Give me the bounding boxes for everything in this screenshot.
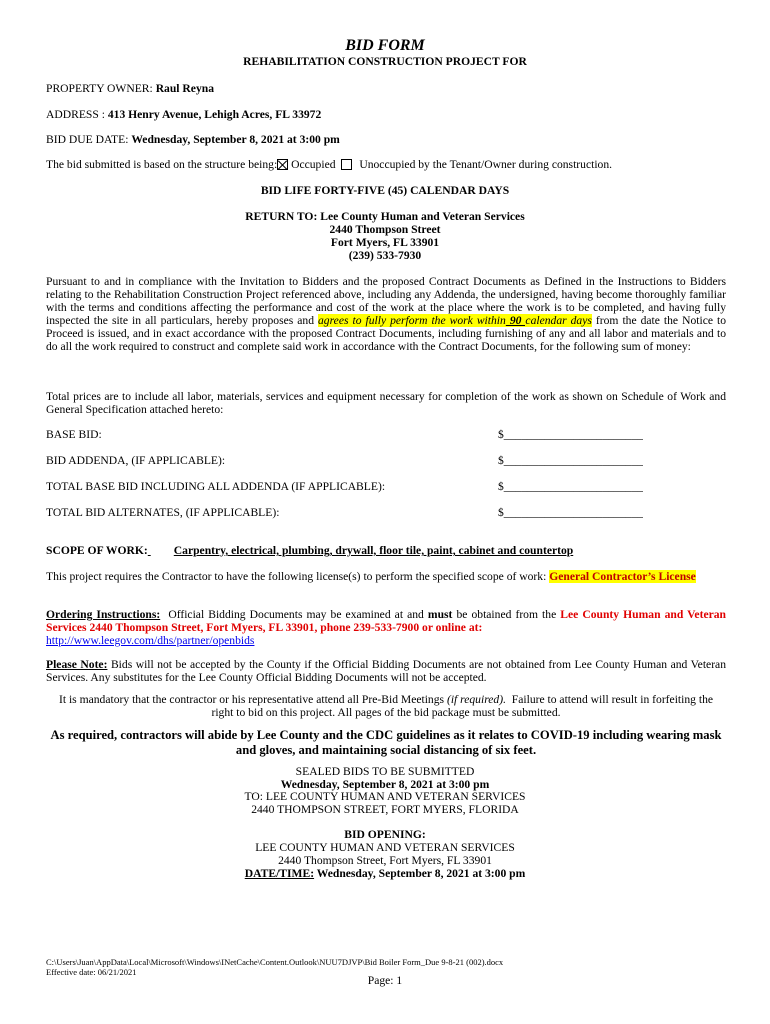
sealed-bids-address: 2440 THOMPSON STREET, FORT MYERS, FLORIDA [251,802,519,816]
address-line [46,108,321,121]
bid-row-alternates [46,506,726,519]
bid-due-date-label: BID DUE DATE: [46,133,129,146]
bid-amount-field[interactable]: $________________________ [498,480,643,493]
please-note-paragraph [46,658,726,684]
pursuant-text-2: from the date the Notice to Proceed is issued, and in exact accordance with the proposed Contract Documents, including furnishing of any and all labor and materials and to do all the work required to construct and complete said work in accordance with the Contract Documents, for the following sum of money: [46,314,727,353]
bid-opening-org: LEE COUNTY HUMAN AND VETERAN SERVICES [255,841,515,854]
bid-opening-heading: BID OPENING: [344,828,426,841]
ordering-must: must [427,608,453,621]
property-owner-value: Raul Reyna [155,82,214,95]
unoccupied-label: Unoccupied by the Tenant/Owner during construction. [359,158,613,171]
covid-notice: As required, contractors will abide by Lee County and the CDC guidelines as it relates to COVID-19 including wearing mask and gloves, and maintaining social distancing of six feet. [50,728,722,757]
mandatory-text-1: It is mandatory that the contractor or his representative attend all Pre-Bid Meetings [58,693,445,706]
property-owner-line [46,82,214,95]
bid-row-label: BASE BID: [46,428,102,441]
bid-row-total-base [46,480,726,493]
open-bids-link[interactable]: http://www.leegov.com/dhs/partner/openbids [46,634,255,647]
address-label: ADDRESS : [46,108,105,121]
occupied-checkbox[interactable] [277,159,288,170]
pursuant-highlight-a: agrees to fully perform the work within [318,314,506,327]
return-to-city: Fort Myers, FL 33901 [330,236,440,249]
document-title: BID FORM [345,37,425,54]
address-value: 413 Henry Avenue, Lehigh Acres, FL 33972 [107,108,322,121]
footer-effective-date: Effective date: 06/21/2021 [46,967,137,977]
pursuant-text-1: Pursuant to and in compliance with the Invitation to Bidders and the proposed Contract Documents as Defined in the Instructions to Bidders relating to the Rehabilitation Construction Project referenced above, including any Addenda, the undersigned, having become thoroughly familiar with the terms and conditions affecting the performance and cost of the work at the place where the work is to be completed, and having fully inspected the site in all particulars, hereby proposes and [46,275,726,327]
please-note-label: Please Note: [46,658,108,671]
occupied-label: Occupied [291,158,336,171]
bid-row-label: TOTAL BID ALTERNATES, (IF APPLICABLE): [46,506,280,519]
ordering-red-text: Lee County Human and Veteran Services 2440 Thompson Street, Fort Myers, FL 33901, phone 239-533-7900 or online at: [46,608,726,634]
bid-row-label: TOTAL BASE BID INCLUDING ALL ADDENDA (IF APPLICABLE): [46,480,386,493]
bid-row-addenda [46,454,726,467]
mandatory-italic: (if required). [446,693,506,706]
bid-opening-datetime [0,867,770,880]
ordering-label: Ordering Instructions: [46,608,161,621]
bid-row-label: BID ADDENDA, (IF APPLICABLE): [46,454,226,467]
bid-amount-field[interactable]: $________________________ [498,428,643,441]
page-number: Page: 1 [367,974,403,987]
document-subtitle: REHABILITATION CONSTRUCTION PROJECT FOR [243,55,527,68]
return-to-street: 2440 Thompson Street [329,223,441,236]
return-to-block [0,210,770,262]
ordering-paragraph [46,608,726,647]
total-prices-paragraph: Total prices are to include all labor, materials, services and equipment necessary for completion of the work as shown on Schedule of Work and General Specification attached hereto: [46,390,726,416]
structure-line [46,158,612,171]
structure-prefix: The bid submitted is based on the structure being: [46,158,278,171]
unoccupied-checkbox[interactable] [341,159,352,170]
bid-opening-address: 2440 Thompson Street, Fort Myers, FL 33901 [278,854,492,867]
bid-amount-field[interactable]: $________________________ [498,454,643,467]
return-to-line: RETURN TO: Lee County Human and Veteran Services [245,210,525,223]
pursuant-days: 90 [505,314,526,327]
pursuant-paragraph [46,275,726,353]
scope-of-work-line [46,544,573,557]
please-note-text: Bids will not be accepted by the County if the Official Bidding Documents are not obtained from Lee County Human and Veteran Services. Any substitutes for the Lee County Official Bidding Documents will not be accepted. [46,658,727,684]
bid-due-date-line [46,133,340,146]
bid-opening-datetime-value: Wednesday, September 8, 2021 at 3:00 pm [316,867,526,880]
bid-row-base [46,428,726,441]
mandatory-text-2: Failure to attend will result in forfeiting the right to bid on this project. All pages of the bid package must be submitted. [211,693,714,719]
license-highlight: General Contractor’s License [549,570,696,583]
ordering-text-2: be obtained from the [456,608,557,621]
pursuant-highlight-b: calendar days [525,314,592,327]
property-owner-label: PROPERTY OWNER: [46,82,153,95]
bid-opening-block [0,828,770,880]
bid-amount-field[interactable]: $________________________ [498,506,643,519]
scope-of-work-value: Carpentry, electrical, plumbing, drywall, floor tile, paint, cabinet and countertop [173,544,574,557]
sealed-bids-date: Wednesday, September 8, 2021 at 3:00 pm [280,777,490,791]
scope-of-work-label: SCOPE OF WORK: [46,544,148,557]
license-paragraph [46,570,726,583]
sealed-bids-to: TO: LEE COUNTY HUMAN AND VETERAN SERVICES [244,790,526,804]
sealed-bids-heading: SEALED BIDS TO BE SUBMITTED [295,765,475,778]
bid-life-heading: BID LIFE FORTY-FIVE (45) CALENDAR DAYS [260,184,510,197]
footer-file-path: C:\Users\Juan\AppData\Local\Microsoft\Windows\INetCache\Content.Outlook\NUU7DJVP\Bid Boiler Form_Due 9-8-21 (002).docx [46,957,504,967]
sealed-bids-block [0,766,770,816]
bid-opening-datetime-label: DATE/TIME: [244,867,315,880]
mandatory-paragraph [56,693,716,719]
license-text: This project requires the Contractor to have the following license(s) to perform the specified scope of work: [46,570,547,583]
bid-due-date-value: Wednesday, September 8, 2021 at 3:00 pm [131,133,340,146]
ordering-text-1: Official Bidding Documents may be examined at and [168,608,424,621]
return-to-phone: (239) 533-7930 [348,249,422,262]
